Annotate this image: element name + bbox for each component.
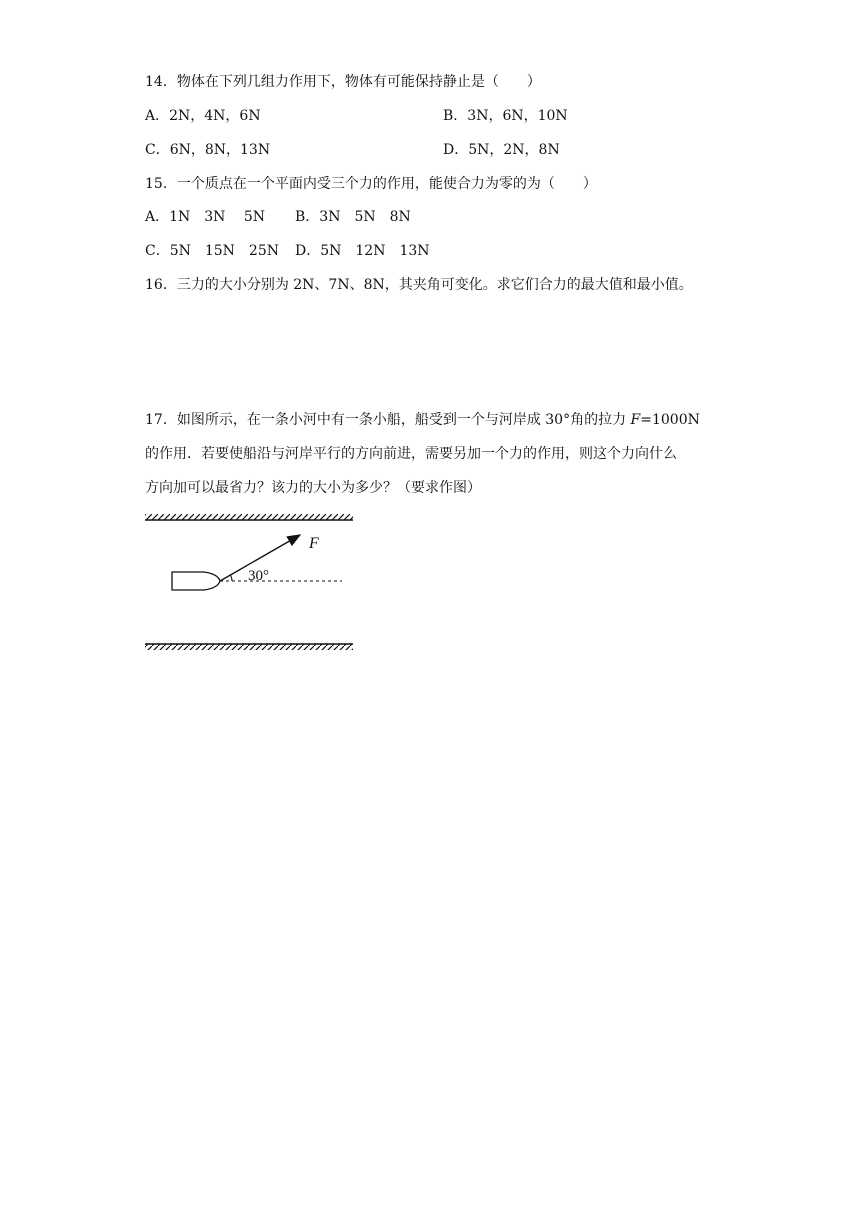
q14-option-a: A．2N，4N，6N (145, 108, 261, 124)
angle-arc (230, 575, 232, 581)
q17-line3: 方向加可以最省力？该力的大小为多少？（要求作图） (145, 480, 481, 496)
river-boat-figure (140, 508, 370, 662)
river-bank-top (145, 514, 353, 520)
q15-stem: 15．一个质点在一个平面内受三个力的作用，能使合力为零的为（ ） (145, 176, 597, 192)
q15-option-a: A．1N 3N 5N (145, 209, 266, 225)
q17-line1 (145, 410, 700, 430)
boat-shape (172, 572, 220, 590)
q17-line1-pre: 17．如图所示，在一条小河中有一条小船，船受到一个与河岸成 30°角的拉力 (145, 412, 631, 428)
q17-line2: 的作用．若要使船沿与河岸平行的方向前进，需要另加一个力的作用，则这个力向什么 (145, 446, 677, 462)
q16-stem: 16．三力的大小分别为 2N、7N、8N，其夹角可变化。求它们合力的最大值和最小值。 (145, 277, 693, 293)
q17-line1-post: =1000N (640, 412, 700, 428)
q15-option-d: D．5N 12N 13N (295, 243, 430, 259)
q17-force-var: F (630, 412, 641, 428)
q14-option-b: B．3N，6N，10N (443, 108, 568, 124)
q15-option-c: C．5N 15N 25N (145, 243, 279, 259)
q15-option-b: B．3N 5N 8N (295, 209, 411, 225)
q14-option-d: D．5N，2N，8N (443, 142, 560, 158)
force-label: F (309, 535, 319, 552)
q14-stem: 14．物体在下列几组力作用下，物体有可能保持静止是（ ） (145, 74, 541, 90)
q14-option-c: C．6N，8N，13N (145, 142, 271, 158)
angle-label: 30° (248, 568, 269, 584)
river-bank-bottom (145, 644, 353, 650)
q15-options-row1 (145, 207, 411, 227)
q15-options-row2 (145, 241, 430, 261)
